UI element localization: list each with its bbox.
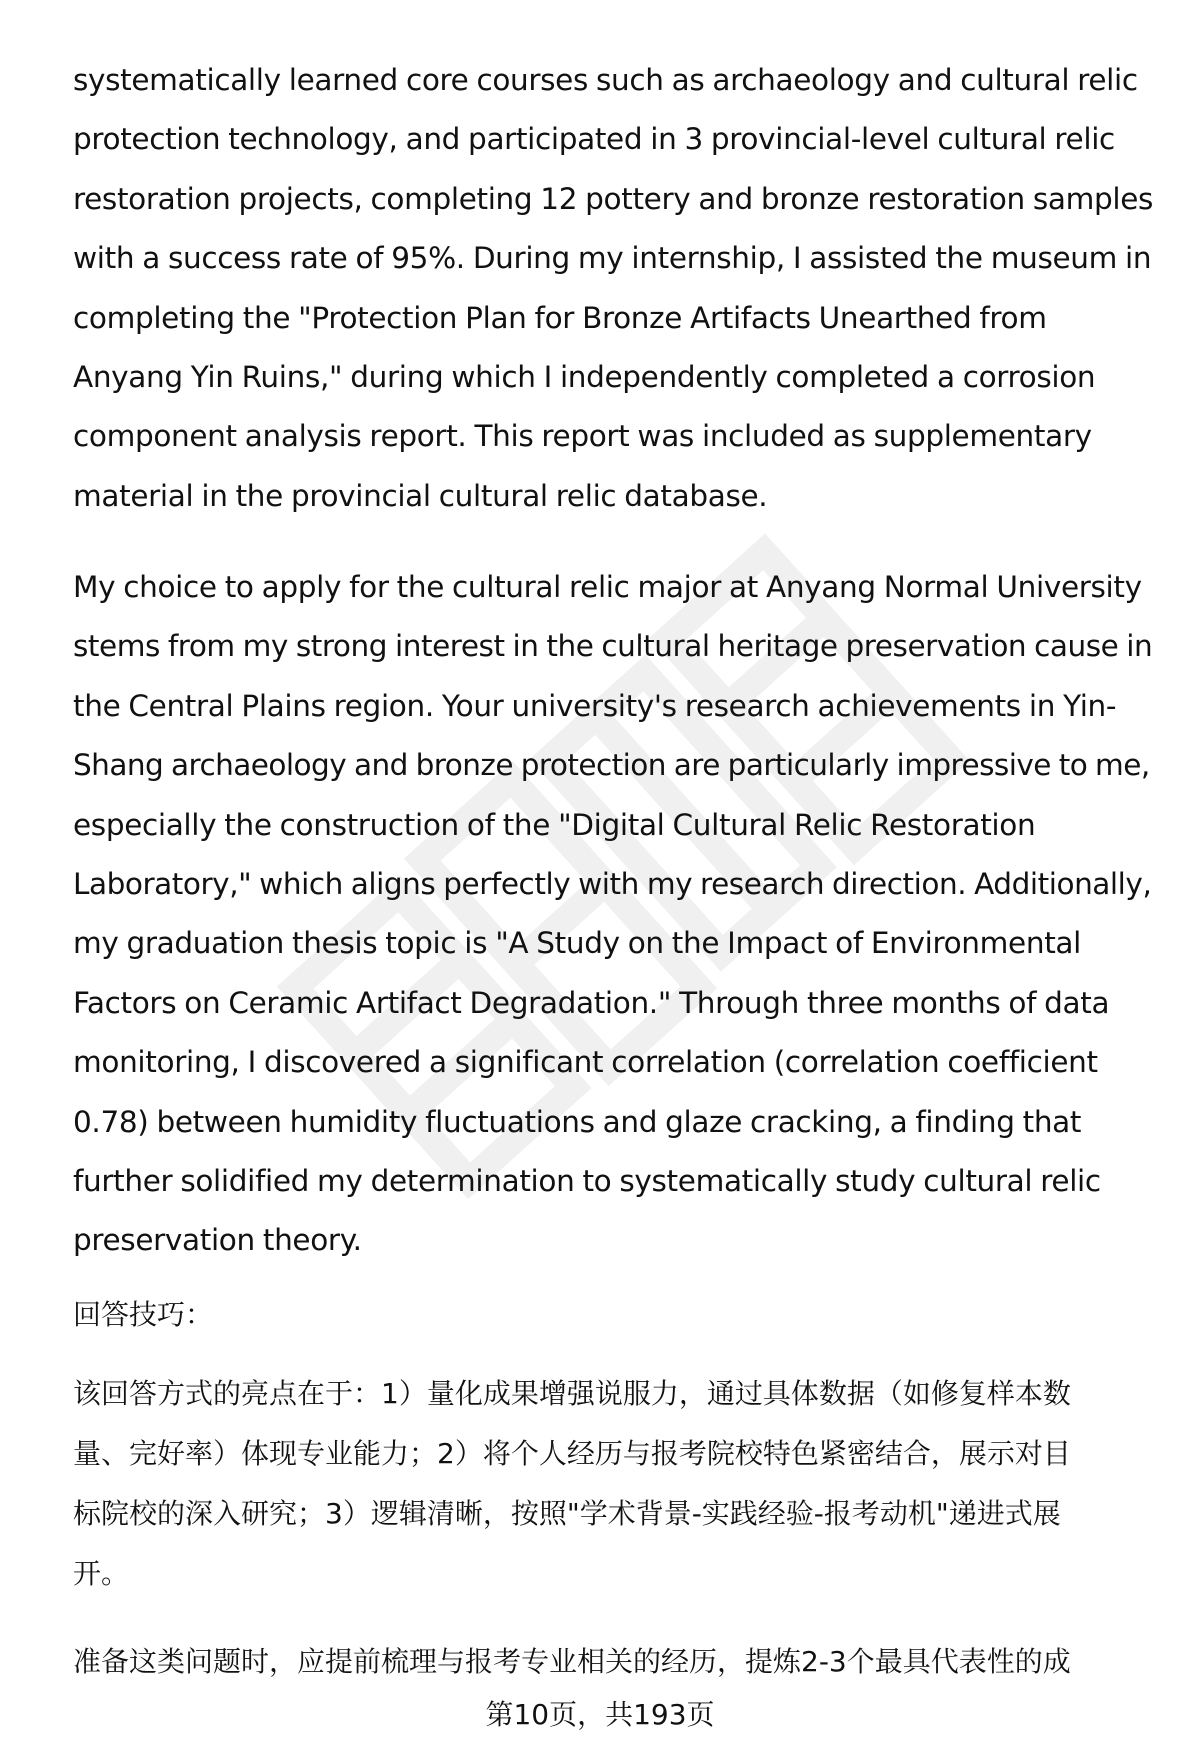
text-line: restoration projects, completing 12 pottery and bronze restoration samples xyxy=(73,181,1154,216)
text-line: monitoring, I discovered a significant correlation (correlation coefficient xyxy=(73,1045,1098,1080)
tips-heading: 回答技巧： xyxy=(73,1298,214,1331)
text-line: 量、完好率）体现专业能力；2）将个人经历与报考院校特色紧密结合，展示对目 xyxy=(73,1437,1071,1470)
text-line: 开。 xyxy=(73,1557,130,1590)
page-number-footer: 第10页，共193页 xyxy=(485,1698,715,1731)
text-line: Laboratory," which aligns perfectly with my research direction. Additionally, xyxy=(73,867,1152,902)
text-line: especially the construction of the "Digital Cultural Relic Restoration xyxy=(73,807,1036,842)
text-line: My choice to apply for the cultural relic major at Anyang Normal University xyxy=(73,570,1142,604)
text-line: Shang archaeology and bronze protection are particularly impressive to me, xyxy=(73,748,1150,783)
text-line: preservation theory. xyxy=(73,1223,362,1258)
preparation-paragraph xyxy=(73,1632,1071,1692)
text-line: 该回答方式的亮点在于：1）量化成果增强说服力，通过具体数据（如修复样本数 xyxy=(73,1377,1071,1410)
tips-body xyxy=(73,1364,1071,1604)
text-line: component analysis report. This report was included as supplementary xyxy=(73,419,1092,454)
text-line: further solidified my determination to systematically study cultural relic xyxy=(73,1164,1101,1199)
paragraph-academic-background xyxy=(73,51,1153,526)
text-line: my graduation thesis topic is "A Study on the Impact of Environmental xyxy=(73,926,1081,961)
text-line: Anyang Yin Ruins," during which I independently completed a corrosion xyxy=(73,360,1096,395)
text-line: material in the provincial cultural relic database. xyxy=(73,478,768,513)
text-line: 准备这类问题时，应提前梳理与报考专业相关的经历，提炼2-3个最具代表性的成 xyxy=(73,1645,1071,1678)
text-line: the Central Plains region. Your university's research achievements in Yin- xyxy=(73,688,1117,723)
text-line: Factors on Ceramic Artifact Degradation." Through three months of data xyxy=(73,985,1110,1020)
text-line: with a success rate of 95%. During my internship, I assisted the museum in xyxy=(73,241,1152,276)
paragraph-application-motivation xyxy=(73,558,1153,1271)
text-line: systematically learned core courses such as archaeology and cultural relic xyxy=(73,63,1138,97)
text-line: 标院校的深入研究；3）逻辑清晰，按照"学术背景-实践经验-报考动机"递进式展 xyxy=(73,1497,1061,1530)
text-line: completing the "Protection Plan for Bronze Artifacts Unearthed from xyxy=(73,300,1047,335)
text-line: stems from my strong interest in the cultural heritage preservation cause in xyxy=(73,629,1153,664)
text-line: 0.78) between humidity fluctuations and glaze cracking, a finding that xyxy=(73,1104,1082,1139)
text-line: protection technology, and participated in 3 provincial-level cultural relic xyxy=(73,122,1115,157)
